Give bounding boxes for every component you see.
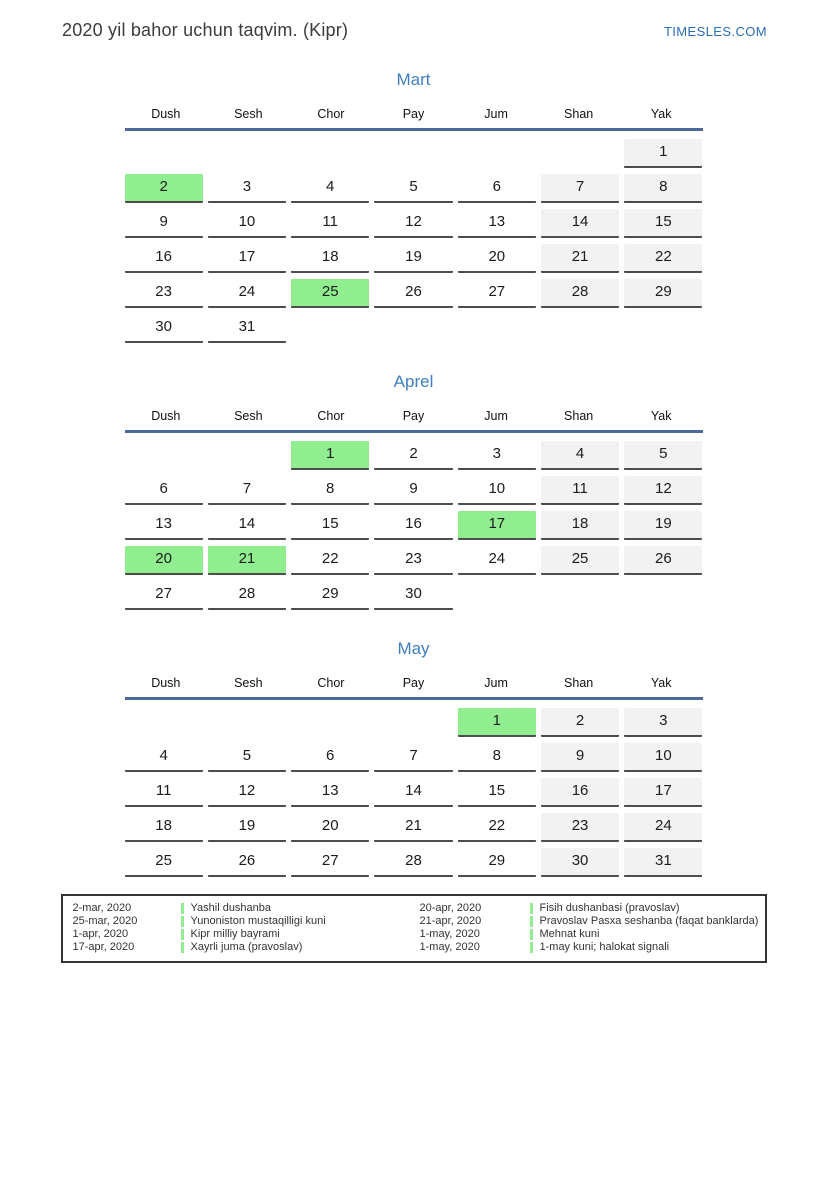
legend-holiday-name: 1-may kuni; halokat signali bbox=[539, 941, 670, 953]
legend-date: 20-apr, 2020 bbox=[419, 902, 482, 914]
empty-cell bbox=[208, 441, 286, 470]
day-cell-aprel-29: 29 bbox=[291, 581, 369, 610]
day-cell-mart-12: 12 bbox=[374, 209, 452, 238]
day-cell-aprel-6: 6 bbox=[125, 476, 203, 505]
day-cell-mart-19: 19 bbox=[374, 244, 452, 273]
day-cell-mart-13: 13 bbox=[458, 209, 536, 238]
legend-item bbox=[63, 928, 414, 941]
day-cell-may-4: 4 bbox=[125, 743, 203, 772]
day-cell-aprel-26: 26 bbox=[624, 546, 702, 575]
day-cell-aprel-27: 27 bbox=[125, 581, 203, 610]
day-cell-mart-23: 23 bbox=[125, 279, 203, 308]
day-cell-aprel-7: 7 bbox=[208, 476, 286, 505]
legend-item bbox=[63, 915, 414, 928]
weekday-jum: Jum bbox=[484, 676, 508, 690]
empty-cell bbox=[541, 139, 619, 168]
month-title-may: May bbox=[397, 639, 430, 658]
weekday-underline bbox=[125, 697, 703, 700]
mart-day-grid bbox=[125, 139, 703, 343]
day-cell-aprel-2: 2 bbox=[374, 441, 452, 470]
weekday-jum: Jum bbox=[484, 409, 508, 423]
page-header bbox=[62, 20, 767, 41]
day-cell-mart-3: 3 bbox=[208, 174, 286, 203]
may-day-grid bbox=[125, 708, 703, 877]
holiday-marker-bar bbox=[181, 929, 184, 940]
day-cell-may-5: 5 bbox=[208, 743, 286, 772]
weekday-underline bbox=[125, 128, 703, 131]
holiday-marker-bar bbox=[530, 942, 533, 953]
day-cell-may-19: 19 bbox=[208, 813, 286, 842]
weekday-yak: Yak bbox=[650, 107, 672, 121]
day-cell-mart-4: 4 bbox=[291, 174, 369, 203]
day-cell-may-24: 24 bbox=[624, 813, 702, 842]
legend-item bbox=[414, 941, 765, 954]
day-cell-mart-27: 27 bbox=[458, 279, 536, 308]
legend-item bbox=[414, 928, 765, 941]
weekday-sesh: Sesh bbox=[234, 107, 263, 121]
legend-holiday-name: Yashil dushanba bbox=[190, 902, 272, 914]
day-cell-aprel-16: 16 bbox=[374, 511, 452, 540]
month-mart bbox=[125, 70, 703, 343]
legend-holiday-name: Fisih dushanbasi (pravoslav) bbox=[539, 902, 680, 914]
weekday-shan: Shan bbox=[564, 409, 594, 423]
day-cell-aprel-19: 19 bbox=[624, 511, 702, 540]
legend-item bbox=[63, 902, 414, 915]
empty-cell bbox=[374, 708, 452, 737]
legend-date: 1-may, 2020 bbox=[419, 941, 480, 953]
weekday-chor: Chor bbox=[317, 409, 345, 423]
empty-cell bbox=[125, 441, 203, 470]
day-cell-mart-2-holiday: 2 bbox=[125, 174, 203, 203]
day-cell-mart-15: 15 bbox=[624, 209, 702, 238]
day-cell-mart-31: 31 bbox=[208, 314, 286, 343]
day-cell-aprel-1-holiday: 1 bbox=[291, 441, 369, 470]
day-cell-mart-14: 14 bbox=[541, 209, 619, 238]
day-cell-may-31: 31 bbox=[624, 848, 702, 877]
day-cell-aprel-15: 15 bbox=[291, 511, 369, 540]
weekday-sesh: Sesh bbox=[234, 409, 263, 423]
calendar-months bbox=[0, 70, 827, 877]
day-cell-mart-8: 8 bbox=[624, 174, 702, 203]
day-cell-may-16: 16 bbox=[541, 778, 619, 807]
day-cell-may-17: 17 bbox=[624, 778, 702, 807]
day-cell-may-25: 25 bbox=[125, 848, 203, 877]
empty-cell bbox=[374, 139, 452, 168]
weekday-pay: Pay bbox=[402, 676, 425, 690]
month-title-mart: Mart bbox=[396, 70, 431, 89]
empty-cell bbox=[458, 139, 536, 168]
day-cell-may-14: 14 bbox=[374, 778, 452, 807]
legend-column-left bbox=[63, 902, 414, 954]
legend-item bbox=[63, 941, 414, 954]
day-cell-mart-26: 26 bbox=[374, 279, 452, 308]
legend-item bbox=[414, 902, 765, 915]
day-cell-may-3: 3 bbox=[624, 708, 702, 737]
legend-holiday-name: Pravoslav Pasxa seshanba (faqat banklarda) bbox=[539, 915, 759, 927]
legend-date: 2-mar, 2020 bbox=[72, 902, 132, 914]
weekday-jum: Jum bbox=[484, 107, 508, 121]
legend-holiday-name: Xayrli juma (pravoslav) bbox=[190, 941, 303, 953]
weekday-header-row bbox=[125, 409, 703, 423]
legend-column-right bbox=[414, 902, 765, 954]
day-cell-mart-6: 6 bbox=[458, 174, 536, 203]
day-cell-may-6: 6 bbox=[291, 743, 369, 772]
day-cell-mart-7: 7 bbox=[541, 174, 619, 203]
day-cell-aprel-24: 24 bbox=[458, 546, 536, 575]
month-title-aprel: Aprel bbox=[393, 372, 434, 391]
day-cell-aprel-5: 5 bbox=[624, 441, 702, 470]
holiday-marker-bar bbox=[181, 903, 184, 914]
holiday-marker-bar bbox=[181, 942, 184, 953]
holiday-marker-bar bbox=[530, 916, 533, 927]
legend-item bbox=[414, 915, 765, 928]
day-cell-aprel-4: 4 bbox=[541, 441, 619, 470]
day-cell-aprel-28: 28 bbox=[208, 581, 286, 610]
page-title: 2020 yil bahor uchun taqvim. (Kipr) bbox=[62, 20, 349, 40]
day-cell-may-23: 23 bbox=[541, 813, 619, 842]
day-cell-aprel-9: 9 bbox=[374, 476, 452, 505]
weekday-shan: Shan bbox=[564, 676, 594, 690]
day-cell-may-13: 13 bbox=[291, 778, 369, 807]
weekday-chor: Chor bbox=[317, 107, 345, 121]
weekday-sesh: Sesh bbox=[234, 676, 263, 690]
day-cell-mart-10: 10 bbox=[208, 209, 286, 238]
weekday-chor: Chor bbox=[317, 676, 345, 690]
holiday-legend bbox=[61, 894, 767, 963]
day-cell-aprel-23: 23 bbox=[374, 546, 452, 575]
day-cell-may-7: 7 bbox=[374, 743, 452, 772]
day-cell-mart-30: 30 bbox=[125, 314, 203, 343]
empty-cell bbox=[125, 139, 203, 168]
day-cell-may-11: 11 bbox=[125, 778, 203, 807]
day-cell-aprel-22: 22 bbox=[291, 546, 369, 575]
day-cell-mart-18: 18 bbox=[291, 244, 369, 273]
empty-cell bbox=[125, 708, 203, 737]
day-cell-may-9: 9 bbox=[541, 743, 619, 772]
day-cell-mart-1: 1 bbox=[624, 139, 702, 168]
legend-date: 1-apr, 2020 bbox=[72, 928, 129, 940]
day-cell-may-2: 2 bbox=[541, 708, 619, 737]
day-cell-may-27: 27 bbox=[291, 848, 369, 877]
empty-cell bbox=[208, 708, 286, 737]
day-cell-may-10: 10 bbox=[624, 743, 702, 772]
weekday-pay: Pay bbox=[402, 107, 425, 121]
day-cell-aprel-21-holiday: 21 bbox=[208, 546, 286, 575]
day-cell-mart-24: 24 bbox=[208, 279, 286, 308]
empty-cell bbox=[208, 139, 286, 168]
legend-holiday-name: Yunoniston mustaqilligi kuni bbox=[190, 915, 326, 927]
month-may bbox=[125, 639, 703, 877]
weekday-yak: Yak bbox=[650, 676, 672, 690]
day-cell-may-15: 15 bbox=[458, 778, 536, 807]
weekday-shan: Shan bbox=[564, 107, 594, 121]
weekday-yak: Yak bbox=[650, 409, 672, 423]
day-cell-aprel-14: 14 bbox=[208, 511, 286, 540]
day-cell-may-12: 12 bbox=[208, 778, 286, 807]
day-cell-aprel-20-holiday: 20 bbox=[125, 546, 203, 575]
day-cell-aprel-3: 3 bbox=[458, 441, 536, 470]
legend-date: 25-mar, 2020 bbox=[72, 915, 138, 927]
day-cell-aprel-12: 12 bbox=[624, 476, 702, 505]
empty-cell bbox=[291, 708, 369, 737]
day-cell-mart-5: 5 bbox=[374, 174, 452, 203]
weekday-header-row bbox=[125, 676, 703, 690]
weekday-dush: Dush bbox=[151, 676, 181, 690]
day-cell-aprel-13: 13 bbox=[125, 511, 203, 540]
aprel-day-grid bbox=[125, 441, 703, 610]
day-cell-aprel-30: 30 bbox=[374, 581, 452, 610]
day-cell-aprel-18: 18 bbox=[541, 511, 619, 540]
weekday-header-row bbox=[125, 107, 703, 121]
weekday-underline bbox=[125, 430, 703, 433]
day-cell-may-21: 21 bbox=[374, 813, 452, 842]
day-cell-may-1-holiday: 1 bbox=[458, 708, 536, 737]
day-cell-aprel-11: 11 bbox=[541, 476, 619, 505]
day-cell-may-26: 26 bbox=[208, 848, 286, 877]
legend-date: 21-apr, 2020 bbox=[419, 915, 482, 927]
day-cell-may-20: 20 bbox=[291, 813, 369, 842]
day-cell-mart-21: 21 bbox=[541, 244, 619, 273]
day-cell-mart-11: 11 bbox=[291, 209, 369, 238]
weekday-dush: Dush bbox=[151, 107, 181, 121]
holiday-marker-bar bbox=[530, 929, 533, 940]
day-cell-aprel-10: 10 bbox=[458, 476, 536, 505]
holiday-marker-bar bbox=[181, 916, 184, 927]
day-cell-aprel-17-holiday: 17 bbox=[458, 511, 536, 540]
day-cell-mart-28: 28 bbox=[541, 279, 619, 308]
day-cell-mart-9: 9 bbox=[125, 209, 203, 238]
holiday-marker-bar bbox=[530, 903, 533, 914]
day-cell-may-30: 30 bbox=[541, 848, 619, 877]
day-cell-aprel-25: 25 bbox=[541, 546, 619, 575]
weekday-pay: Pay bbox=[402, 409, 425, 423]
day-cell-may-22: 22 bbox=[458, 813, 536, 842]
day-cell-mart-17: 17 bbox=[208, 244, 286, 273]
day-cell-may-28: 28 bbox=[374, 848, 452, 877]
day-cell-may-8: 8 bbox=[458, 743, 536, 772]
day-cell-may-29: 29 bbox=[458, 848, 536, 877]
empty-cell bbox=[291, 139, 369, 168]
day-cell-may-18: 18 bbox=[125, 813, 203, 842]
day-cell-mart-20: 20 bbox=[458, 244, 536, 273]
legend-date: 1-may, 2020 bbox=[419, 928, 480, 940]
day-cell-mart-16: 16 bbox=[125, 244, 203, 273]
day-cell-aprel-8: 8 bbox=[291, 476, 369, 505]
month-aprel bbox=[125, 372, 703, 610]
day-cell-mart-22: 22 bbox=[624, 244, 702, 273]
legend-date: 17-apr, 2020 bbox=[72, 941, 135, 953]
weekday-dush: Dush bbox=[151, 409, 181, 423]
site-link[interactable]: TIMESLES.COM bbox=[663, 24, 767, 39]
day-cell-mart-29: 29 bbox=[624, 279, 702, 308]
legend-holiday-name: Kipr milliy bayrami bbox=[190, 928, 280, 940]
day-cell-mart-25-holiday: 25 bbox=[291, 279, 369, 308]
legend-holiday-name: Mehnat kuni bbox=[539, 928, 600, 940]
